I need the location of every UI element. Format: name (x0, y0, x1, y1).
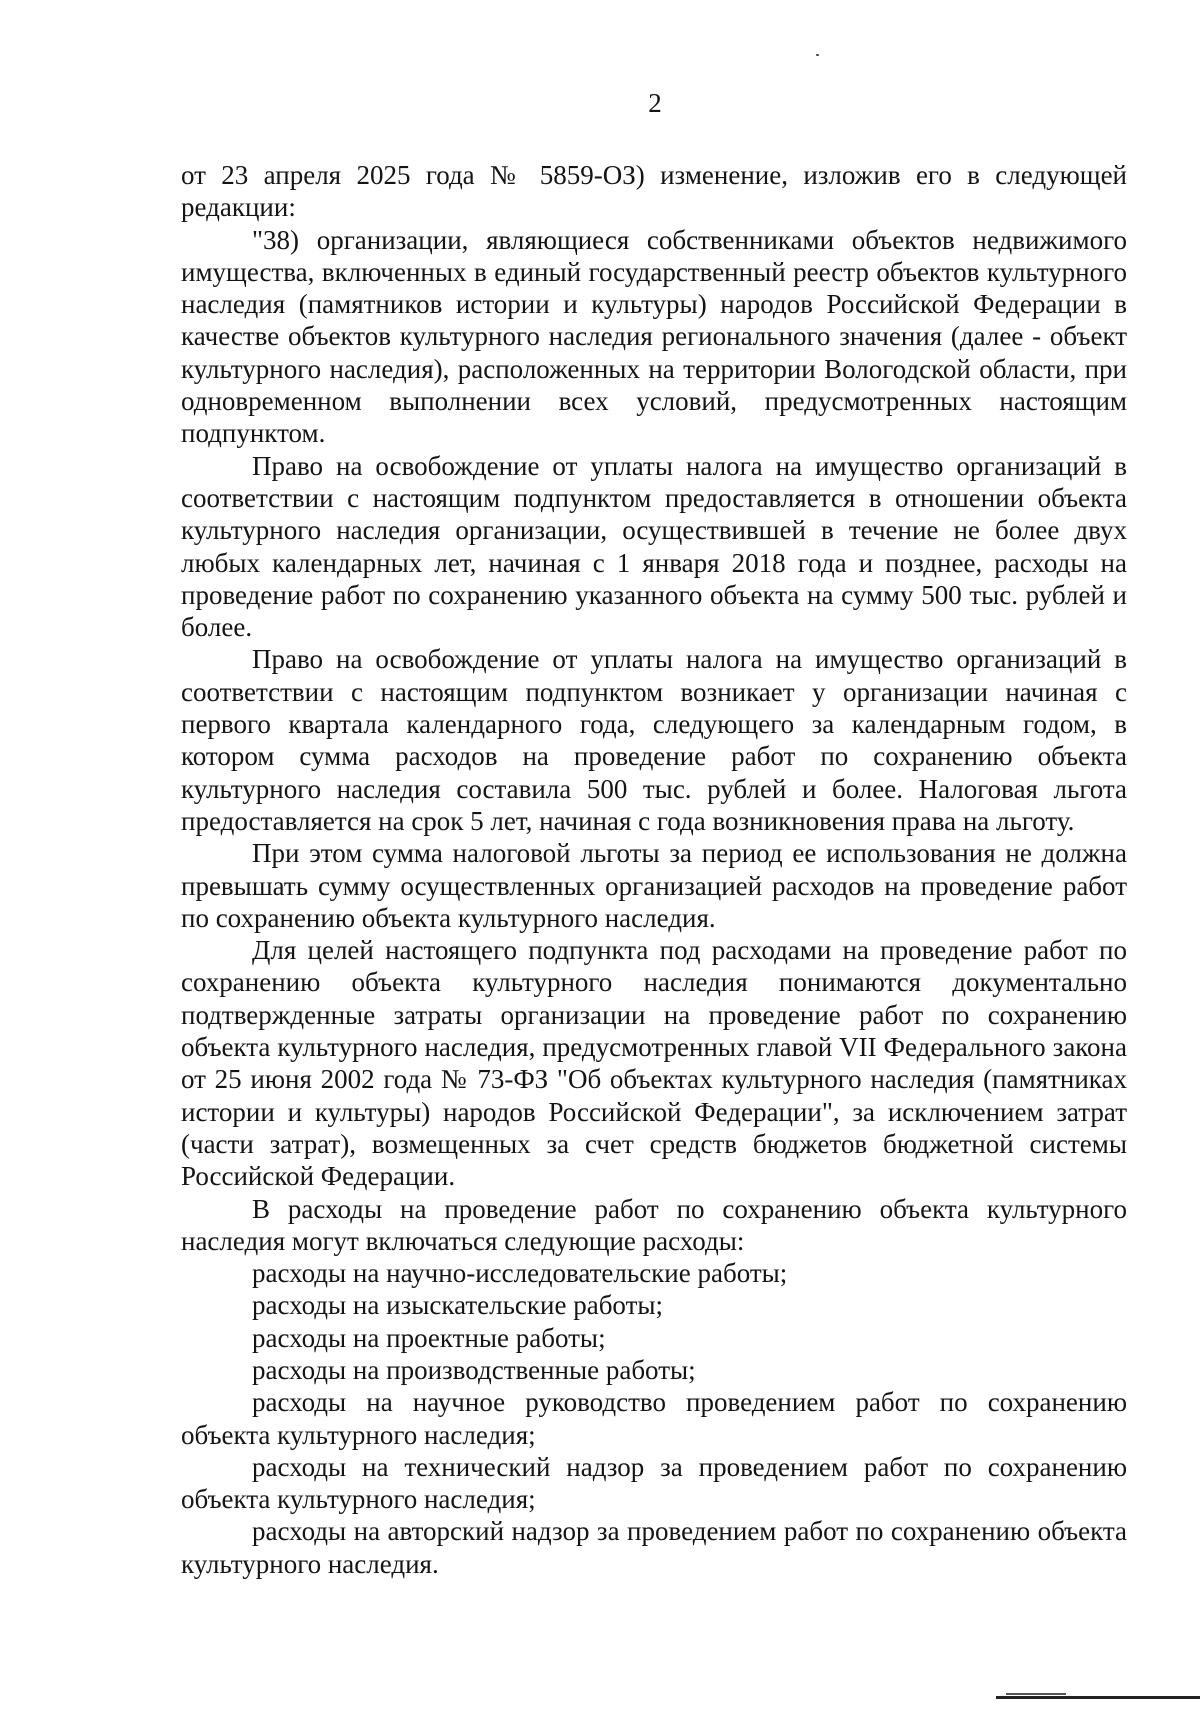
scan-speck (816, 54, 819, 56)
list-item-survey: расходы на изыскательские работы; (252, 1290, 664, 1321)
list-item-production: расходы на производственные работы; (252, 1354, 696, 1385)
list-item-design: расходы на проектные работы; (252, 1322, 606, 1353)
list-item-technical-supervision: расходы на технический надзор за проведением работ по сохранению объекта культурного наследия; (181, 1451, 1127, 1515)
page-number: 2 (648, 88, 662, 118)
paragraph-benefit-limit: При этом сумма налоговой льготы за период ее использования не должна превышать сумму осуществленных организацией расходов на проведение работ по сохранению объекта культурного наследия. (181, 838, 1127, 933)
scan-edge-mark (996, 1696, 1200, 1699)
paragraph-expense-definition: Для целей настоящего подпункта под расходами на проведение работ по сохранению объекта культурного наследия понимаются документально подтвержденные затраты организации на проведение работ по сохранению объекта культурного наследия, предусмотренных главой VII Федерального закона от 25 июня 2002 года № 73-ФЗ "Об объектах культурного наследия (памятниках истории и культуры) народов Российской Федерации", за исключением затрат (части затрат), возмещенных за счет средств бюджетов бюджетной системы Российской Федерации. (181, 935, 1127, 1192)
list-item-author-supervision: расходы на авторский надзор за проведением работ по сохранению объекта культурного наследия. (181, 1516, 1127, 1579)
list-item-scientific-supervision: расходы на научное руководство проведением работ по сохранению объекта культурного наследия; (181, 1387, 1127, 1450)
paragraph-item-38: "38) организации, являющиеся собственниками объектов недвижимого имущества, включенных в единый государственный реестр объектов культурного наследия (памятников истории и культуры) народов Российской Федерации в качестве объектов культурного наследия регионального значения (далее - объект культурного наследия), расположенных на территории Вологодской области, при одновременном выполнении всех условий, предусмотренных настоящим подпунктом. (181, 224, 1127, 449)
paragraph-continuation: от 23 апреля 2025 года № 5859-ОЗ) изменение, изложив его в следующей редакции: (181, 160, 1127, 223)
list-item-research: расходы на научно-исследовательские работы; (252, 1258, 788, 1289)
document-body (181, 159, 1127, 1580)
paragraph-expense-list-intro: В расходы на проведение работ по сохранению объекта культурного наследия могут включаться следующие расходы: (181, 1193, 1127, 1256)
paragraph-exemption-right: Право на освобождение от уплаты налога на имущество организаций в соответствии с настоящим подпунктом предоставляется в отношении объекта культурного наследия организации, осуществившей в течение не более двух любых календарных лет, начиная с 1 января 2018 года и позднее, расходы на проведение работ по сохранению указанного объекта на сумму 500 тыс. рублей и более. (181, 450, 1127, 643)
paragraph-exemption-start: Право на освобождение от уплаты налога на имущество организаций в соответствии с настоящим подпунктом возникает у организации начиная с первого квартала календарного года, следующего за календарным годом, в котором сумма расходов на проведение работ по сохранению объекта культурного наследия составила 500 тыс. рублей и более. Налоговая льгота предоставляется на срок 5 лет, начиная с года возникновения права на льготу. (181, 644, 1127, 836)
